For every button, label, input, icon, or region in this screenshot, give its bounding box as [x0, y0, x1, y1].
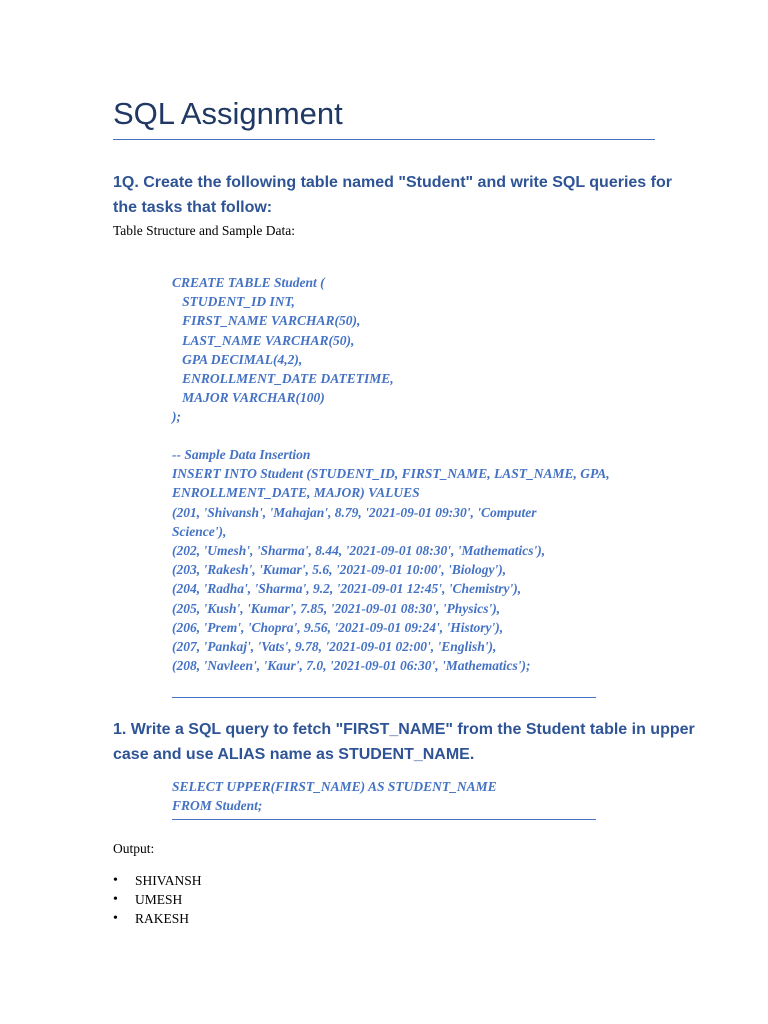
code-line: (207, 'Pankaj', 'Vats', 9.78, '2021-09-01 02:00', 'English'),: [172, 639, 497, 655]
code-line: (204, 'Radha', 'Sharma', 9.2, '2021-09-01 12:45', 'Chemistry'),: [172, 581, 522, 597]
bullet-icon: •: [113, 892, 118, 907]
code-divider: [172, 697, 596, 698]
code-line: STUDENT_ID INT,: [172, 294, 295, 310]
output-item-text: SHIVANSH: [135, 873, 202, 888]
list-item: [113, 871, 202, 890]
insert-data-code-block: [172, 445, 610, 675]
list-item: [113, 890, 202, 909]
code-comment-line: -- Sample Data Insertion: [172, 447, 311, 462]
code-line: (206, 'Prem', 'Chopra', 9.56, '2021-09-01 09:24', 'History'),: [172, 619, 504, 635]
code-line: MAJOR VARCHAR(100): [172, 390, 325, 406]
bullet-icon: •: [113, 873, 118, 888]
list-item: [113, 909, 202, 928]
question-heading-line: the tasks that follow:: [113, 199, 273, 216]
task1-query-code-block: [172, 777, 497, 815]
question-heading: [113, 170, 672, 220]
output-list: [113, 871, 202, 928]
code-line: (202, 'Umesh', 'Sharma', 8.44, '2021-09-01 08:30', 'Mathematics'),: [172, 543, 546, 559]
output-item-text: UMESH: [135, 892, 183, 907]
code-line: FROM Student;: [172, 798, 263, 814]
create-table-code-block: [172, 273, 394, 427]
title-underline: [113, 139, 655, 140]
code-line: ENROLLMENT_DATE, MAJOR) VALUES: [172, 485, 420, 501]
code-line: FIRST_NAME VARCHAR(50),: [172, 313, 361, 329]
code-line: GPA DECIMAL(4,2),: [172, 351, 303, 367]
output-item-text: RAKESH: [135, 911, 190, 926]
task1-heading-line: 1. Write a SQL query to fetch "FIRST_NAME" from the Student table in upper: [113, 721, 695, 738]
code-line: Science'),: [172, 523, 227, 539]
code-line: LAST_NAME VARCHAR(50),: [172, 332, 355, 348]
bullet-icon: •: [113, 911, 118, 926]
code-line: );: [172, 409, 181, 425]
code-line: (208, 'Navleen', 'Kaur', 7.0, '2021-09-01 06:30', 'Mathematics');: [172, 658, 531, 674]
task1-heading-line: case and use ALIAS name as STUDENT_NAME.: [113, 746, 475, 763]
output-label: Output:: [113, 841, 155, 856]
intro-text: Table Structure and Sample Data:: [113, 223, 295, 238]
code-line: ENROLLMENT_DATE DATETIME,: [172, 371, 394, 387]
question-heading-line: 1Q. Create the following table named "Student" and write SQL queries for: [113, 174, 672, 191]
code-line: (201, 'Shivansh', 'Mahajan', 8.79, '2021-09-01 09:30', 'Computer: [172, 504, 537, 520]
code-line: INSERT INTO Student (STUDENT_ID, FIRST_NAME, LAST_NAME, GPA,: [172, 466, 610, 482]
document-title: SQL Assignment: [113, 96, 343, 131]
task1-heading: [113, 717, 695, 767]
code-line: CREATE TABLE Student (: [172, 275, 325, 290]
code-line: SELECT UPPER(FIRST_NAME) AS STUDENT_NAME: [172, 779, 497, 794]
code-divider: [172, 819, 596, 820]
code-line: (205, 'Kush', 'Kumar', 7.85, '2021-09-01 08:30', 'Physics'),: [172, 600, 501, 616]
code-line: (203, 'Rakesh', 'Kumar', 5.6, '2021-09-01 10:00', 'Biology'),: [172, 562, 507, 578]
